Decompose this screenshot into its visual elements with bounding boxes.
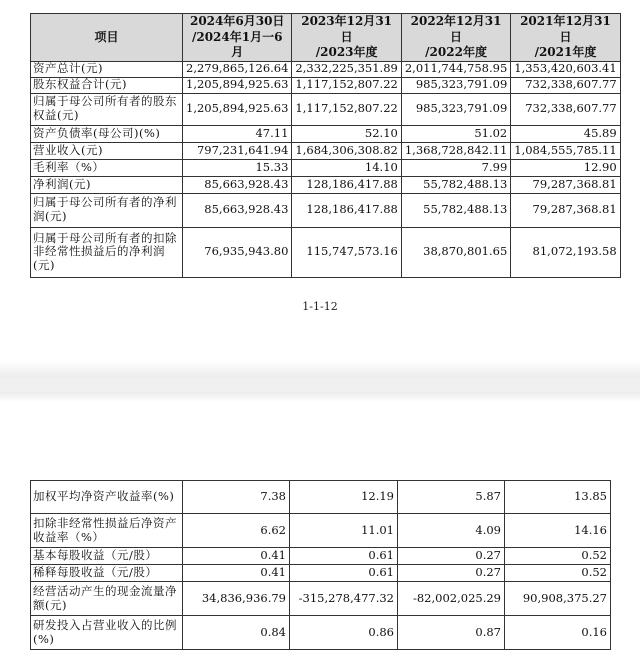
cell-value: 14.16 xyxy=(505,514,611,548)
row-label: 扣除非经常性损益后净资产收益率（%） xyxy=(31,514,183,548)
cell-value: 0.41 xyxy=(183,548,290,565)
cell-value: 0.41 xyxy=(183,565,290,582)
row-label: 股东权益合计(元) xyxy=(31,77,183,93)
row-label: 归属于母公司所有者的净利润(元) xyxy=(31,193,183,227)
table-row xyxy=(31,142,621,159)
cell-value: 13.85 xyxy=(505,481,611,514)
cell-value: 1,205,894,925.63 xyxy=(183,93,292,125)
header-2022: 2022年12月31日 /2022年度 xyxy=(401,14,510,62)
header-2024h1: 2024年6月30日 /2024年1月一6月 xyxy=(183,14,292,62)
cell-value: 0.86 xyxy=(290,616,398,650)
row-label: 经营活动产生的现金流量净额(元) xyxy=(31,582,183,616)
page-shadow-top xyxy=(0,360,640,378)
row-label: 净利润(元) xyxy=(31,176,183,193)
cell-value: 0.84 xyxy=(183,616,290,650)
cell-value: 732,338,607.77 xyxy=(511,77,620,93)
cell-value: 128,186,417.88 xyxy=(292,193,401,227)
cell-value: 6.62 xyxy=(183,514,290,548)
cell-value: 732,338,607.77 xyxy=(511,93,620,125)
cell-value: 1,084,555,785.11 xyxy=(511,142,620,159)
cell-value: 5.87 xyxy=(398,481,505,514)
row-label: 加权平均净资产收益率(%) xyxy=(31,481,183,514)
cell-value: 55,782,488.13 xyxy=(401,193,510,227)
row-label: 毛利率（%） xyxy=(31,159,183,176)
table-row xyxy=(31,481,611,514)
cell-value: 0.52 xyxy=(505,548,611,565)
cell-value: 11.01 xyxy=(290,514,398,548)
row-label: 稀释每股收益（元/股） xyxy=(31,565,183,582)
cell-value: 1,205,894,925.63 xyxy=(183,77,292,93)
cell-value: 15.33 xyxy=(183,159,292,176)
row-label: 基本每股收益（元/股） xyxy=(31,548,183,565)
financial-summary-table xyxy=(30,13,621,278)
cell-value: 0.27 xyxy=(398,565,505,582)
row-label: 归属于母公司所有者的扣除非经常性损益后的净利润(元) xyxy=(31,227,183,277)
cell-value: 14.10 xyxy=(292,159,401,176)
cell-value: 55,782,488.13 xyxy=(401,176,510,193)
cell-value: 81,072,193.58 xyxy=(511,227,620,277)
cell-value: 0.27 xyxy=(398,548,505,565)
header-item: 项目 xyxy=(31,14,183,62)
cell-value: 7.38 xyxy=(183,481,290,514)
cell-value: -82,002,025.29 xyxy=(398,582,505,616)
cell-value: 115,747,573.16 xyxy=(292,227,401,277)
cell-value: 1,117,152,807.22 xyxy=(292,93,401,125)
cell-value: 79,287,368.81 xyxy=(511,176,620,193)
table-row xyxy=(31,61,621,77)
cell-value: 1,353,420,603.41 xyxy=(511,61,620,77)
cell-value: 1,684,306,308.82 xyxy=(292,142,401,159)
cell-value: 2,279,865,126.64 xyxy=(183,61,292,77)
row-label: 资产负债率(母公司)(%) xyxy=(31,125,183,142)
table-row xyxy=(31,77,621,93)
cell-value: 76,935,943.80 xyxy=(183,227,292,277)
table-row xyxy=(31,176,621,193)
cell-value: 128,186,417.88 xyxy=(292,176,401,193)
table-row xyxy=(31,548,611,565)
page-separator xyxy=(0,360,640,402)
cell-value: 0.87 xyxy=(398,616,505,650)
cell-value: 45.89 xyxy=(511,125,620,142)
row-label: 归属于母公司所有者的股东权益(元) xyxy=(31,93,183,125)
header-2021: 2021年12月31日 /2021年度 xyxy=(511,14,620,62)
cell-value: 0.16 xyxy=(505,616,611,650)
cell-value: 985,323,791.09 xyxy=(401,93,510,125)
table-row xyxy=(31,582,611,616)
cell-value: 0.61 xyxy=(290,548,398,565)
cell-value: 51.02 xyxy=(401,125,510,142)
cell-value: 85,663,928.43 xyxy=(183,176,292,193)
cell-value: 4.09 xyxy=(398,514,505,548)
table-header-row xyxy=(31,14,621,62)
cell-value: 7.99 xyxy=(401,159,510,176)
table-row xyxy=(31,159,621,176)
cell-value: 52.10 xyxy=(292,125,401,142)
table-row xyxy=(31,514,611,548)
row-label: 资产总计(元) xyxy=(31,61,183,77)
financial-ratios-table xyxy=(30,480,611,650)
table-row xyxy=(31,227,621,277)
cell-value: 0.52 xyxy=(505,565,611,582)
cell-value: 85,663,928.43 xyxy=(183,193,292,227)
cell-value: 797,231,641.94 xyxy=(183,142,292,159)
cell-value: 34,836,936.79 xyxy=(183,582,290,616)
cell-value: 12.90 xyxy=(511,159,620,176)
row-label: 营业收入(元) xyxy=(31,142,183,159)
header-2023: 2023年12月31日 /2023年度 xyxy=(292,14,401,62)
table-row xyxy=(31,125,621,142)
row-label: 研发投入占营业收入的比例(%) xyxy=(31,616,183,650)
table-row xyxy=(31,616,611,650)
table-row xyxy=(31,193,621,227)
cell-value: 1,368,728,842.11 xyxy=(401,142,510,159)
cell-value: 79,287,368.81 xyxy=(511,193,620,227)
cell-value: 2,332,225,351.89 xyxy=(292,61,401,77)
cell-value: 47.11 xyxy=(183,125,292,142)
cell-value: 1,117,152,807.22 xyxy=(292,77,401,93)
cell-value: 12.19 xyxy=(290,481,398,514)
table-row xyxy=(31,565,611,582)
cell-value: 985,323,791.09 xyxy=(401,77,510,93)
cell-value: 38,870,801.65 xyxy=(401,227,510,277)
cell-value: 0.61 xyxy=(290,565,398,582)
cell-value: -315,278,477.32 xyxy=(290,582,398,616)
cell-value: 2,011,744,758.95 xyxy=(401,61,510,77)
page-shadow-bottom xyxy=(0,392,640,402)
cell-value: 90,908,375.27 xyxy=(505,582,611,616)
page-number: 1-1-12 xyxy=(302,300,338,313)
table-row xyxy=(31,93,621,125)
